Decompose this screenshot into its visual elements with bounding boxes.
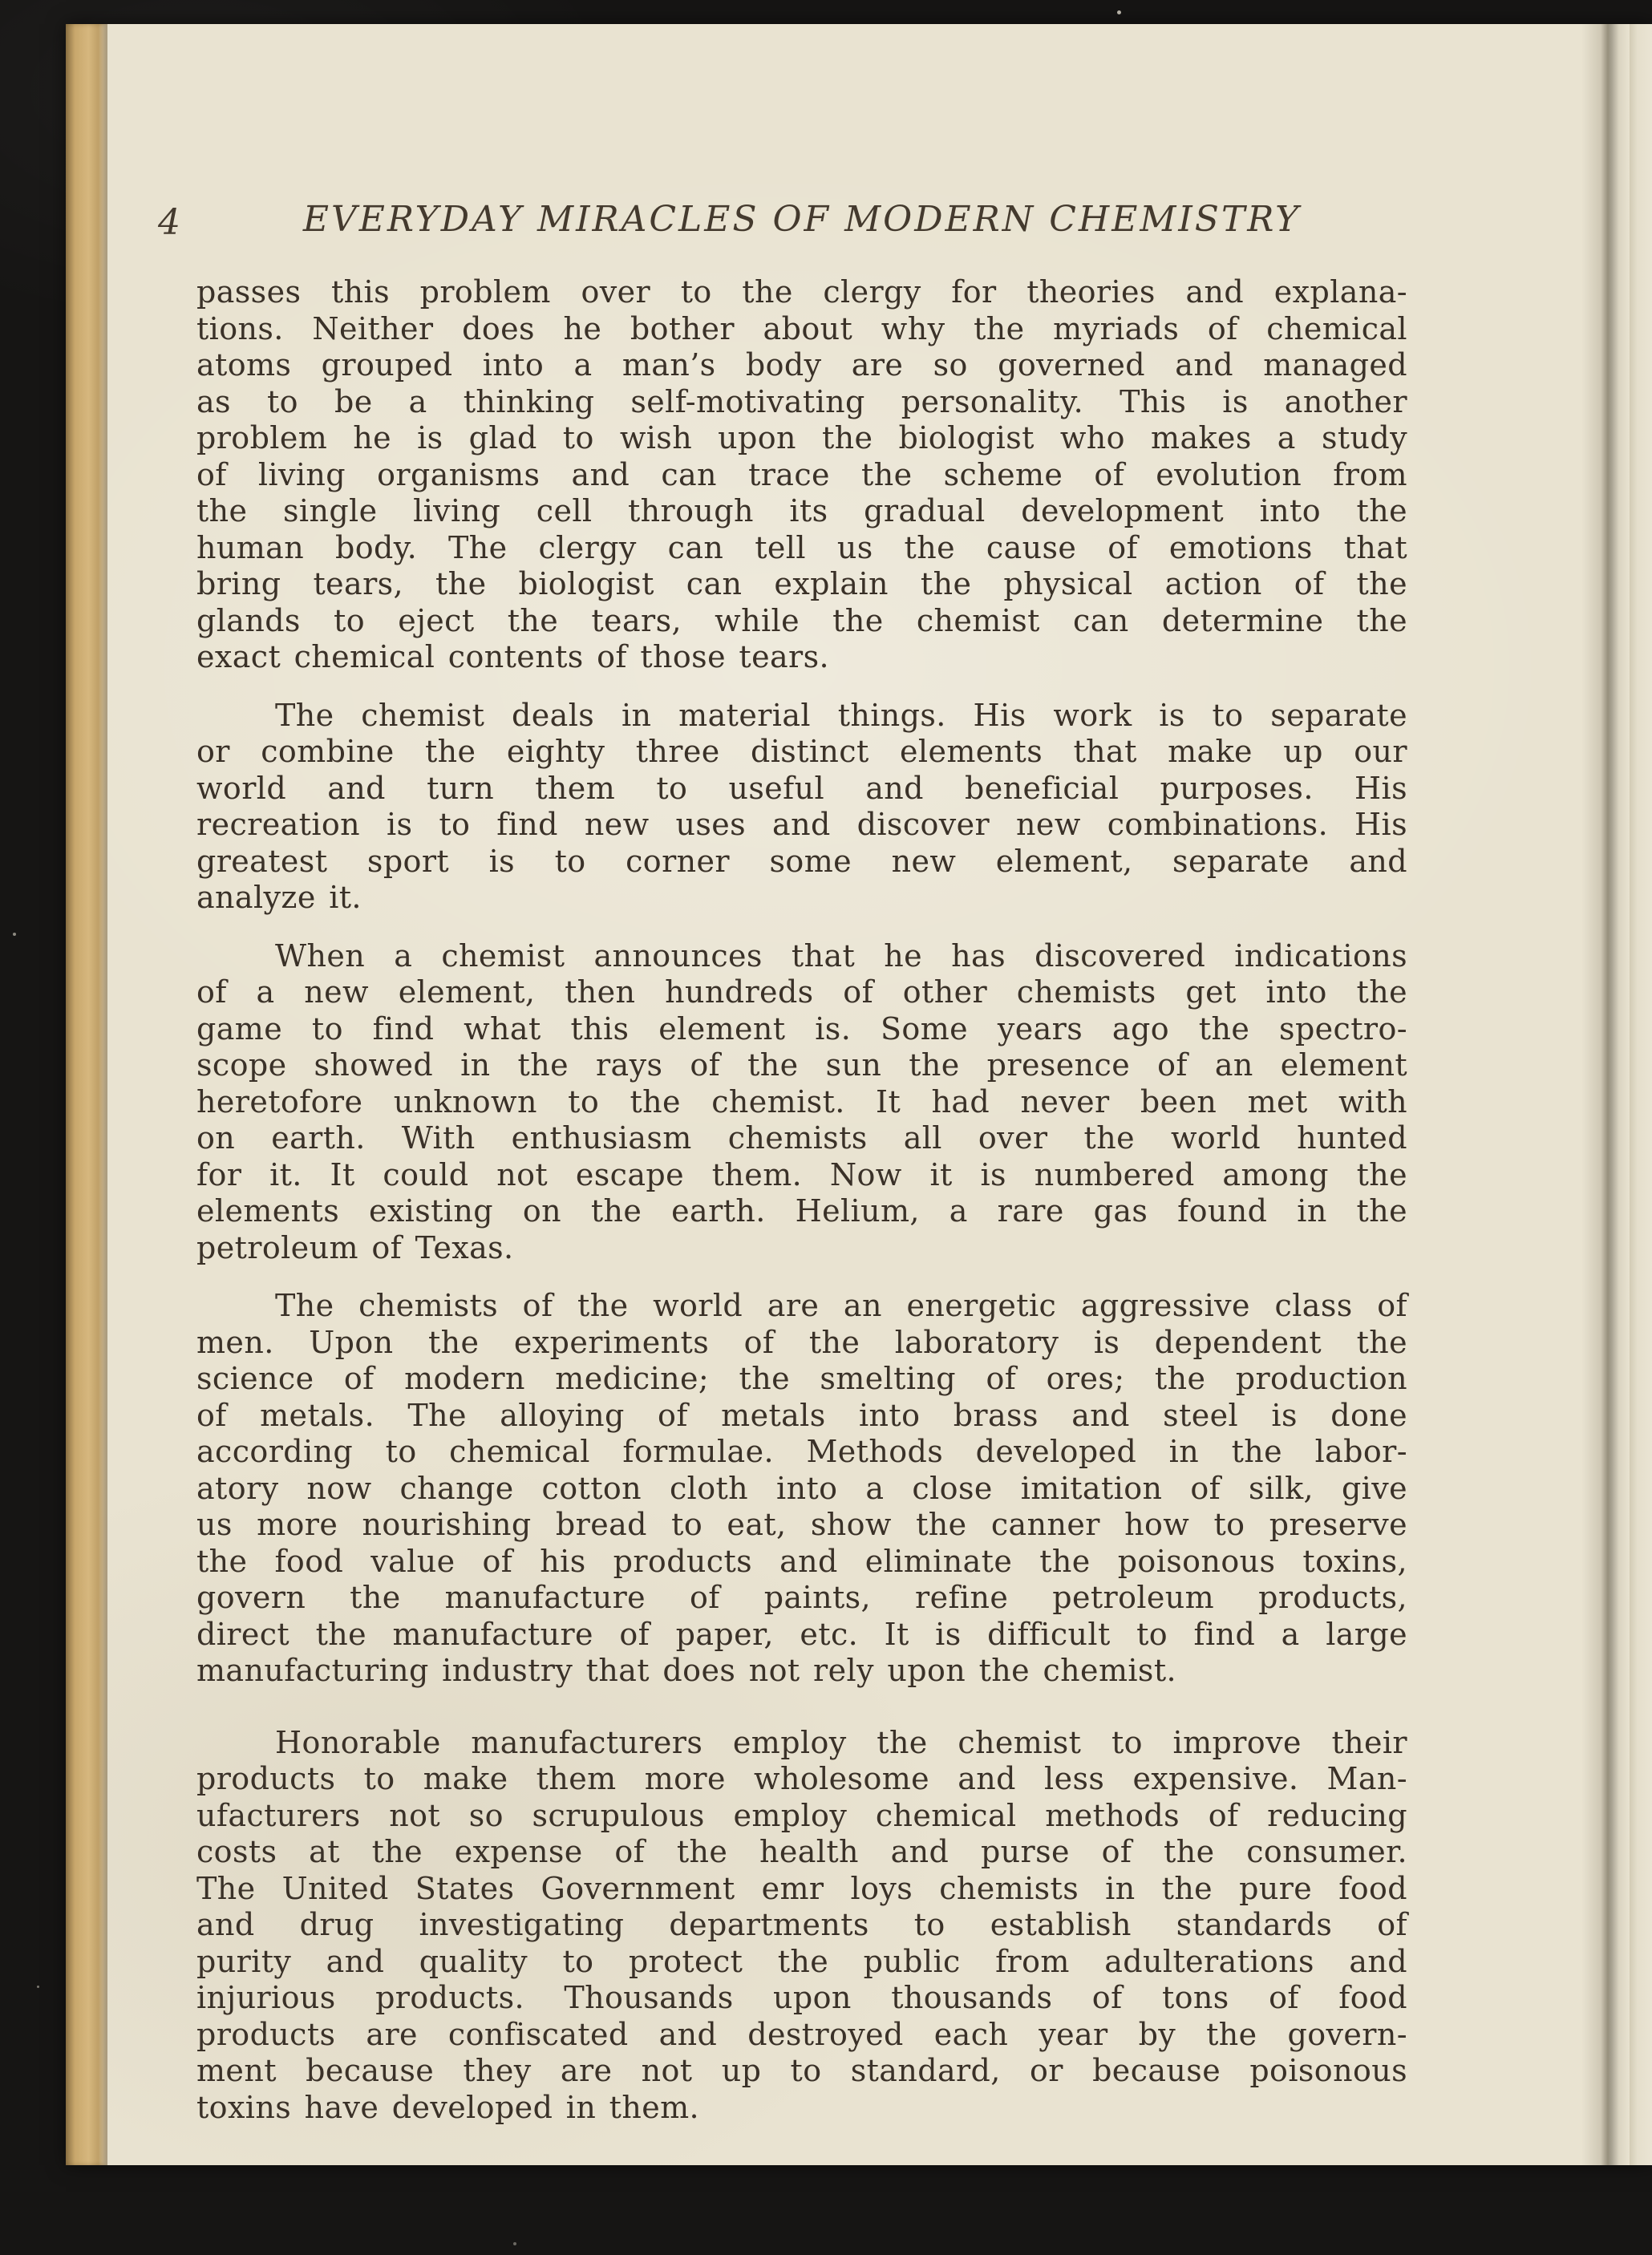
- text-line: greatest sport is to corner some new element, separate and: [196, 843, 1407, 879]
- text-line: of a new element, then hundreds of other chemists get into the: [196, 974, 1407, 1010]
- gutter-fold: [1581, 24, 1630, 2165]
- text-line: science of modern medicine; the smelting of ores; the production: [196, 1361, 1407, 1396]
- text-line: direct the manufacture of paper, etc. It is difficult to find a large: [196, 1616, 1407, 1652]
- text-line: products are confiscated and destroyed each year by the govern-: [196, 2016, 1407, 2052]
- text-line: men. Upon the experiments of the laboratory is dependent the: [196, 1324, 1407, 1360]
- text-line: injurious products. Thousands upon thousands of tons of food: [196, 1980, 1407, 2015]
- text-line: or combine the eighty three distinct elements that make up our: [196, 734, 1407, 769]
- paragraph: [196, 676, 1407, 917]
- text-line: purity and quality to protect the public from adulterations and: [196, 1943, 1407, 1979]
- text-line: ufacturers not so scrupulous employ chemical methods of reducing: [196, 1797, 1407, 1833]
- text-line: toxins have developed in them.: [196, 2089, 700, 2125]
- text-line: elements existing on the earth. Helium, a rare gas found in the: [196, 1193, 1407, 1229]
- text-line: of living organisms and can trace the scheme of evolution from: [196, 456, 1407, 492]
- dust-speck: [13, 933, 16, 936]
- text-line: petroleum of Texas.: [196, 1229, 514, 1265]
- text-line: problem he is glad to wish upon the biologist who makes a study: [196, 420, 1407, 455]
- body-text: [196, 274, 1407, 2126]
- text-line: tions. Neither does he bother about why the myriads of chemical: [196, 310, 1407, 346]
- text-line: scope showed in the rays of the sun the presence of an element: [196, 1047, 1407, 1083]
- text-line: When a chemist announces that he has discovered indications: [275, 937, 1407, 974]
- text-line: passes this problem over to the clergy for theories and explana-: [196, 274, 1407, 310]
- paragraph: [196, 274, 1407, 676]
- text-line: The chemist deals in material things. His work is to separate: [275, 697, 1407, 733]
- text-line: of metals. The alloying of metals into brass and steel is done: [196, 1397, 1407, 1433]
- paragraph: [196, 1690, 1407, 2127]
- text-line: analyze it.: [196, 880, 362, 915]
- text-line: manufacturing industry that does not rely upon the chemist.: [196, 1653, 1176, 1688]
- text-line: recreation is to find new uses and discover new combinations. His: [196, 807, 1407, 842]
- page-number: 4: [158, 202, 181, 243]
- text-line: us more nourishing bread to eat, show the canner how to preserve: [196, 1507, 1407, 1542]
- dust-speck: [1117, 10, 1121, 14]
- text-line: world and turn them to useful and beneficial purposes. His: [196, 770, 1407, 806]
- text-line: products to make them more wholesome and less expensive. Man-: [196, 1761, 1407, 1796]
- facing-page-sliver: [1630, 24, 1652, 2165]
- page-header: [158, 199, 1407, 243]
- text-line: the food value of his products and eliminate the poisonous toxins,: [196, 1543, 1407, 1579]
- paragraph: [196, 1266, 1407, 1690]
- text-line: bring tears, the biologist can explain the physical action of the: [196, 566, 1407, 601]
- text-line: costs at the expense of the health and purse of the consumer.: [196, 1834, 1407, 1869]
- text-line: ment because they are not up to standard, or because poisonous: [196, 2053, 1407, 2088]
- text-line: heretofore unknown to the chemist. It had never been met with: [196, 1083, 1407, 1119]
- text-line: the single living cell through its gradual development into the: [196, 493, 1407, 528]
- text-line: according to chemical formulae. Methods developed in the labor-: [196, 1434, 1407, 1469]
- paragraph: [196, 917, 1407, 1267]
- text-line: The chemists of the world are an energetic aggressive class of: [275, 1288, 1407, 1323]
- dust-speck: [37, 1986, 39, 1988]
- text-line: on earth. With enthusiasm chemists all over the world hunted: [196, 1120, 1407, 1156]
- running-title: EVERYDAY MIRACLES OF MODERN CHEMISTRY: [302, 199, 1302, 240]
- book-page: [66, 24, 1652, 2165]
- text-line: atory now change cotton cloth into a close imitation of silk, give: [196, 1470, 1407, 1506]
- text-line: and drug investigating departments to establish standards of: [196, 1907, 1407, 1942]
- text-line: as to be a thinking self-motivating personality. This is another: [196, 383, 1407, 419]
- page-deckle-edge: [66, 24, 107, 2165]
- text-line: for it. It could not escape them. Now it is numbered among the: [196, 1156, 1407, 1192]
- text-line: human body. The clergy can tell us the cause of emotions that: [196, 529, 1407, 565]
- text-line: The United States Government emr loys chemists in the pure food: [196, 1870, 1407, 1906]
- text-line: glands to eject the tears, while the chemist can determine the: [196, 602, 1407, 638]
- dust-speck: [513, 2242, 516, 2245]
- text-line: Honorable manufacturers employ the chemist to improve their: [275, 1724, 1407, 1760]
- text-line: govern the manufacture of paints, refine petroleum products,: [196, 1580, 1407, 1615]
- text-line: game to find what this element is. Some years ago the spectro-: [196, 1010, 1407, 1047]
- text-line: atoms grouped into a man’s body are so governed and managed: [196, 347, 1407, 383]
- text-line: exact chemical contents of those tears.: [196, 639, 829, 674]
